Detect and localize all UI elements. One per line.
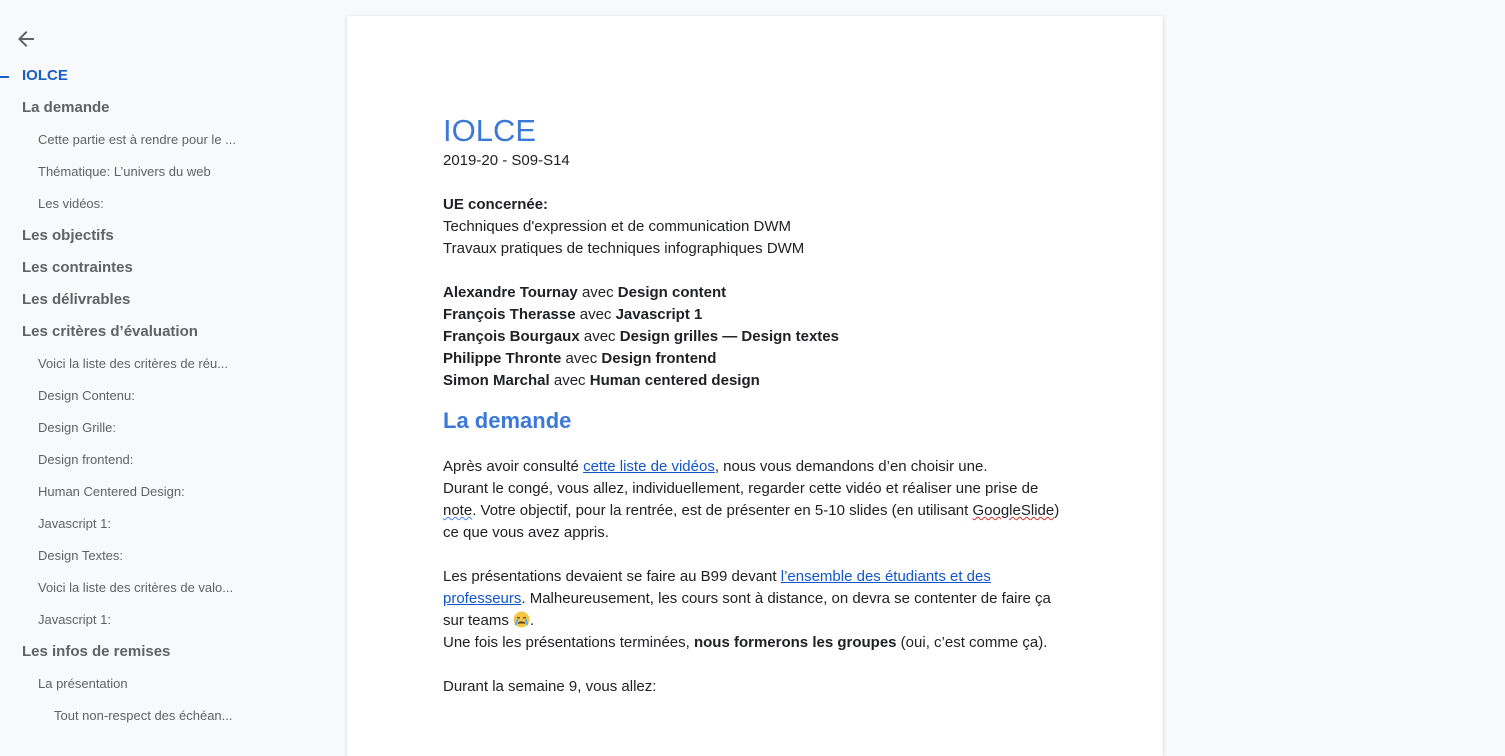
ue-item: Techniques d'expression et de communication DWM <box>443 218 792 235</box>
teacher-line: Simon Marchal avec Human centered design <box>443 372 760 389</box>
ue-label: UE concernée: <box>443 196 549 213</box>
document-subtitle: 2019-20 - S09-S14 <box>443 152 570 169</box>
students-professors-link[interactable]: l’ensemble des étudiants et des professeurs <box>443 568 991 607</box>
teacher-line: François Therasse avec Javascript 1 <box>443 306 703 323</box>
outline-item-les-delivrables[interactable]: Les délivrables <box>22 291 131 308</box>
outline-item-la-presentation[interactable]: La présentation <box>38 676 128 691</box>
document-title: IOLCE <box>443 113 537 148</box>
outline-item-les-contraintes[interactable]: Les contraintes <box>22 259 133 276</box>
outline-item-criteres-evaluation[interactable]: Les critères d’évaluation <box>22 323 198 340</box>
outline-item-criteres-valorisation[interactable]: Voici la liste des critères de valo... <box>38 580 234 595</box>
outline-item-infos-remises[interactable]: Les infos de remises <box>22 643 171 660</box>
teacher-line: François Bourgaux avec Design grilles — Design textes <box>443 328 839 345</box>
outline-item-design-contenu[interactable]: Design Contenu: <box>38 388 135 403</box>
paragraph-presentations: Les présentations devaient se faire au B99 devant l’ensemble des étudiants et des professeurs. Malheureusement, les cours sont à distance, on devra se contenter de faire ça sur teams . Une fois les présentations terminées, nous formerons les groupes (oui, c’est comme ça). <box>443 568 1051 651</box>
document-outline-sidebar <box>0 0 300 741</box>
videos-list-link[interactable]: cette liste de vidéos <box>583 458 715 475</box>
outline-item-thematique[interactable]: Thématique: L’univers du web <box>38 164 211 179</box>
outline-item-javascript-1-b[interactable]: Javascript 1: <box>38 612 111 627</box>
ue-item: Travaux pratiques de techniques infographiques DWM <box>443 240 805 257</box>
outline-item-les-objectifs[interactable]: Les objectifs <box>22 227 114 244</box>
teacher-line: Alexandre Tournay avec Design content <box>443 284 727 301</box>
document-body[interactable] <box>443 112 1073 698</box>
outline-item-human-centered[interactable]: Human Centered Design: <box>38 484 185 499</box>
outline-item-criteres-reussite[interactable]: Voici la liste des critères de réu... <box>38 356 229 371</box>
crying-face-icon <box>513 611 530 628</box>
outline-item-design-frontend[interactable]: Design frontend: <box>38 452 134 467</box>
back-arrow-icon[interactable] <box>14 27 38 51</box>
outline-item-iolce[interactable]: IOLCE <box>22 67 68 84</box>
outline-item-design-textes[interactable]: Design Textes: <box>38 548 124 563</box>
paragraph-semaine-9: Durant la semaine 9, vous allez: <box>443 678 657 695</box>
outline-item-design-grille[interactable]: Design Grille: <box>38 420 117 435</box>
outline-item-les-videos[interactable]: Les vidéos: <box>38 196 104 211</box>
outline-item-javascript-1[interactable]: Javascript 1: <box>38 516 111 531</box>
paragraph-demande: Après avoir consulté cette liste de vidéos, nous vous demandons d’en choisir une. Durant le congé, vous allez, individuellement, regarder cette vidéo et réaliser une prise de note. Votre objectif, pour la rentrée, est de présenter en 5-10 slides (en utilisant GoogleSlide) ce que vous avez appris. <box>443 458 1060 541</box>
outline-item-non-respect[interactable]: Tout non-respect des échéan... <box>54 708 233 723</box>
outline-item-la-demande[interactable]: La demande <box>22 99 110 116</box>
active-heading-indicator <box>0 76 9 78</box>
outline-item-cette-partie[interactable]: Cette partie est à rendre pour le ... <box>38 132 236 147</box>
section-heading-la-demande: La demande <box>443 408 572 433</box>
teacher-line: Philippe Thronte avec Design frontend <box>443 350 717 367</box>
document-page[interactable] <box>347 16 1163 756</box>
